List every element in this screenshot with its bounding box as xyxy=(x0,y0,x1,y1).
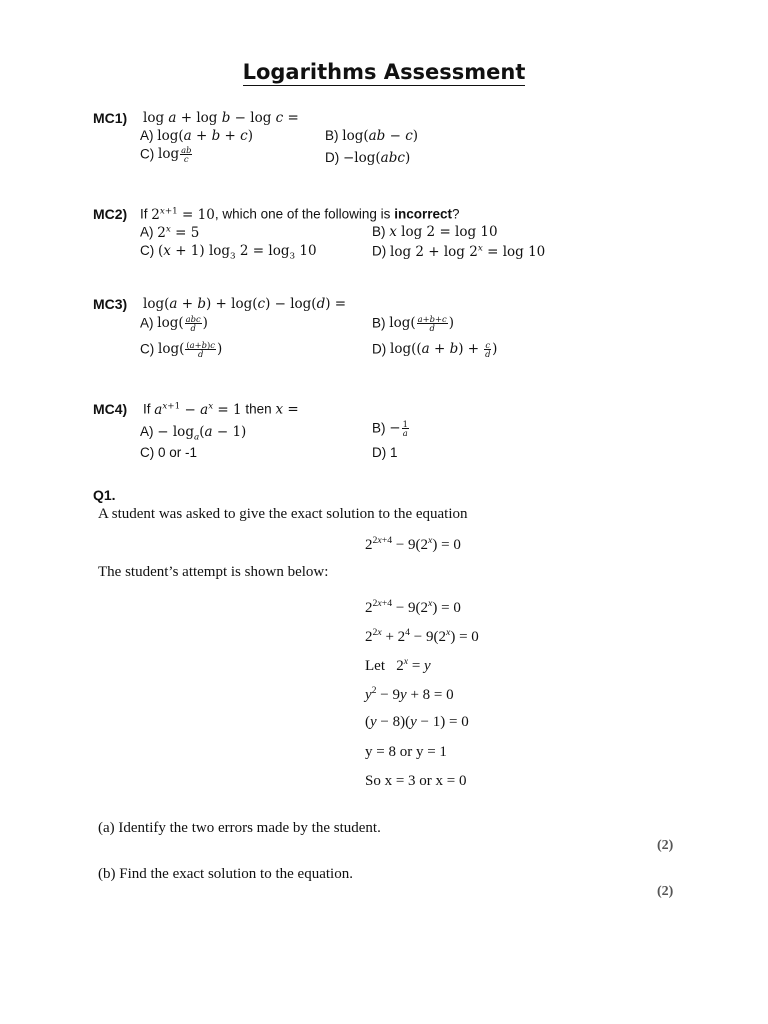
q1-part-a: (a) Identify the two errors made by the student. xyxy=(98,820,381,836)
mc1-option-c: C) log $\frac{ab}{c}$ xyxy=(140,145,192,165)
mc3-label: MC3) xyxy=(93,296,128,312)
mc1-option-a: A) log(a + b + c) xyxy=(140,128,253,144)
q1-part-b: (b) Find the exact solution to the equation. xyxy=(98,866,353,882)
attempt-line-5: (y − 8)(y − 1) = 0 xyxy=(365,714,469,730)
mc2-question: If $2^{x+1} = 10$, which one of the following is incorrect? xyxy=(140,206,460,223)
mc3-option-b: B) log( $\frac{a+b+c}{d}$ ) xyxy=(372,314,454,334)
mc1-option-b: B) log(ab − c) xyxy=(325,128,419,144)
mc1-option-d: D) −log(abc) xyxy=(325,150,411,166)
mc2-option-b: B) x log 2 = log 10 xyxy=(372,224,498,240)
mc4-option-d: D) 1 xyxy=(372,445,398,460)
mc3-question: log(a + b) + log(c) − log(d) = xyxy=(143,296,347,312)
q1-intro: A student was asked to give the exact solution to the equation xyxy=(98,506,468,522)
mc4-option-a: $A) - \log_a(a - 1)$ xyxy=(140,424,247,443)
mc3-option-d: D) log((a + b) + $\frac{c}{d}$ ) xyxy=(372,340,498,360)
mc1-label: MC1) xyxy=(93,110,128,126)
mc2-option-d: D) $\log 2 + \log 2^x = \log 10$ xyxy=(372,243,546,260)
mc4-option-b: B) − $\frac{1}{a}$ xyxy=(372,419,408,439)
q1-part-b-marks: (2) xyxy=(657,884,674,899)
attempt-line-2: $2^{2x} + 2^4 - 9(2^x) = 0$ xyxy=(365,627,479,645)
mc4-question: If $a^{x+1} - a^x = 1$ then x = xyxy=(143,401,299,418)
mc3-option-c: C) log( $\frac{(a+b)c}{d}$ ) xyxy=(140,340,223,360)
attempt-line-4: $y^2 - 9y + 8 = 0$ xyxy=(365,685,454,703)
page-title: Logarithms Assessment xyxy=(242,60,526,84)
mc2-label: MC2) xyxy=(93,206,128,222)
attempt-line-1: $2^{2x+4} - 9(2^x) = 0$ xyxy=(365,598,461,616)
mc1-question: log a + log b − log c = xyxy=(143,110,299,126)
mc3-option-a: A) log( $\frac{\text{abc}}{d}$ ) xyxy=(140,314,208,334)
q1-equation: $2^{2x+4} - 9(2^x) = 0$ xyxy=(365,535,461,553)
mc4-option-c: C) 0 or -1 xyxy=(140,445,198,460)
attempt-line-3: Let $2^x = y$ xyxy=(365,656,431,674)
mc2-option-a: A) $2^x = 5$ xyxy=(140,224,200,241)
attempt-line-6: y = 8 or y = 1 xyxy=(365,744,447,760)
mc2-option-c: C) (x + 1) $\log_3 2 = \log_3 10$ xyxy=(140,243,317,262)
mc4-label: MC4) xyxy=(93,401,128,417)
attempt-line-7: So x = 3 or x = 0 xyxy=(365,773,467,789)
q1-label: Q1. xyxy=(93,487,116,503)
q1-part-a-marks: (2) xyxy=(657,838,674,853)
q1-attempt-intro: The student’s attempt is shown below: xyxy=(98,564,329,580)
